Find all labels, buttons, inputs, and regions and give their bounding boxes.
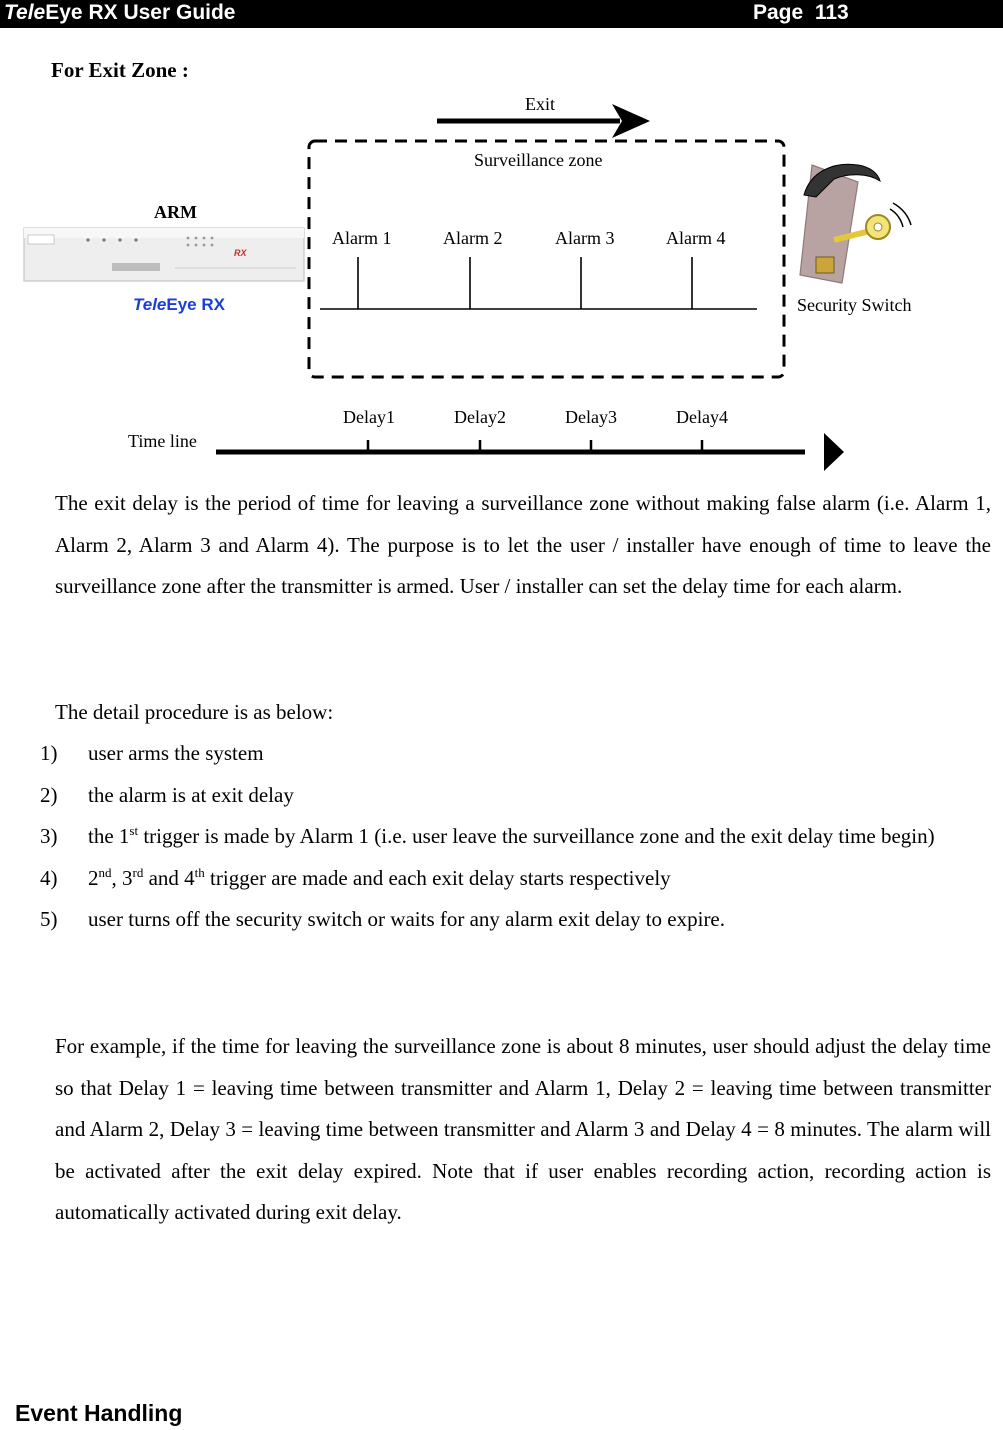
list-item: 4) 2nd, 3rd and 4th trigger are made and each exit delay starts respectively — [40, 864, 671, 890]
list-item: 3) the 1st trigger is made by Alarm 1 (i.e. user leave the surveillance zone and the exit delay time begin) — [40, 823, 935, 849]
procedure-steps — [40, 733, 991, 941]
delay-label-4: Delay4 — [676, 407, 728, 427]
device-name-label: TeleEye RX — [133, 295, 225, 314]
example-paragraph: For example, if the time for leaving the surveillance zone is about 8 minutes, user should adjust the delay time so that Delay 1 = leaving time between transmitter and Alarm 1, Delay 2 = leaving time between transmitter and Alarm 2, Delay 3 = leaving time between transmitter and Alarm 3 and Delay 4 = 8 minutes. The alarm will be activated after the exit delay expired. Note that if user enables recording action, recording action is automatically activated during exit delay. — [55, 1034, 991, 1225]
page-number: Page 113 — [753, 1, 849, 24]
time-line-arrow — [216, 433, 844, 471]
security-switch-icon — [800, 164, 911, 283]
delay-label-1: Delay1 — [343, 407, 395, 427]
list-item: 5) user turns off the security switch or waits for any alarm exit delay to expire. — [40, 907, 726, 932]
page-header — [0, 0, 1003, 28]
procedure-intro: The detail procedure is as below: — [55, 700, 334, 724]
exit-zone-diagram — [0, 85, 1003, 475]
alarm-sensor-line — [320, 257, 757, 309]
delay-label-2: Delay2 — [454, 407, 506, 427]
alarm-label-2: Alarm 2 — [443, 228, 503, 248]
alarm-label-4: Alarm 4 — [666, 228, 726, 248]
exit-label: Exit — [525, 94, 555, 114]
delay-label-3: Delay3 — [565, 407, 617, 427]
surveillance-zone-label: Surveillance zone — [474, 150, 603, 170]
exit-delay-description: The exit delay is the period of time for leaving a surveillance zone without making false alarm (i.e. Alarm 1, Alarm 2, Alarm 3 and Alarm 4). The purpose is to let the user / installer have enough of time to leave the surveillance zone after the transmitter is armed. User / installer can set the delay time for each alarm. — [55, 491, 991, 599]
security-switch-label: Security Switch — [797, 295, 912, 315]
arm-label: ARM — [154, 202, 197, 222]
section-heading: For Exit Zone : — [51, 58, 189, 82]
teleeye-rx-device — [24, 228, 304, 281]
document-title: TeleEye RX User Guide — [4, 1, 236, 24]
list-item: 1) user arms the system — [40, 741, 264, 765]
surveillance-zone-box — [309, 141, 784, 377]
device-panel-badge: RX — [234, 248, 247, 258]
list-item: 2) the alarm is at exit delay — [40, 782, 294, 807]
footer-section-title: Event Handling — [15, 1400, 183, 1426]
alarm-label-1: Alarm 1 — [332, 228, 392, 248]
time-line-label: Time line — [128, 431, 197, 451]
alarm-label-3: Alarm 3 — [555, 228, 615, 248]
